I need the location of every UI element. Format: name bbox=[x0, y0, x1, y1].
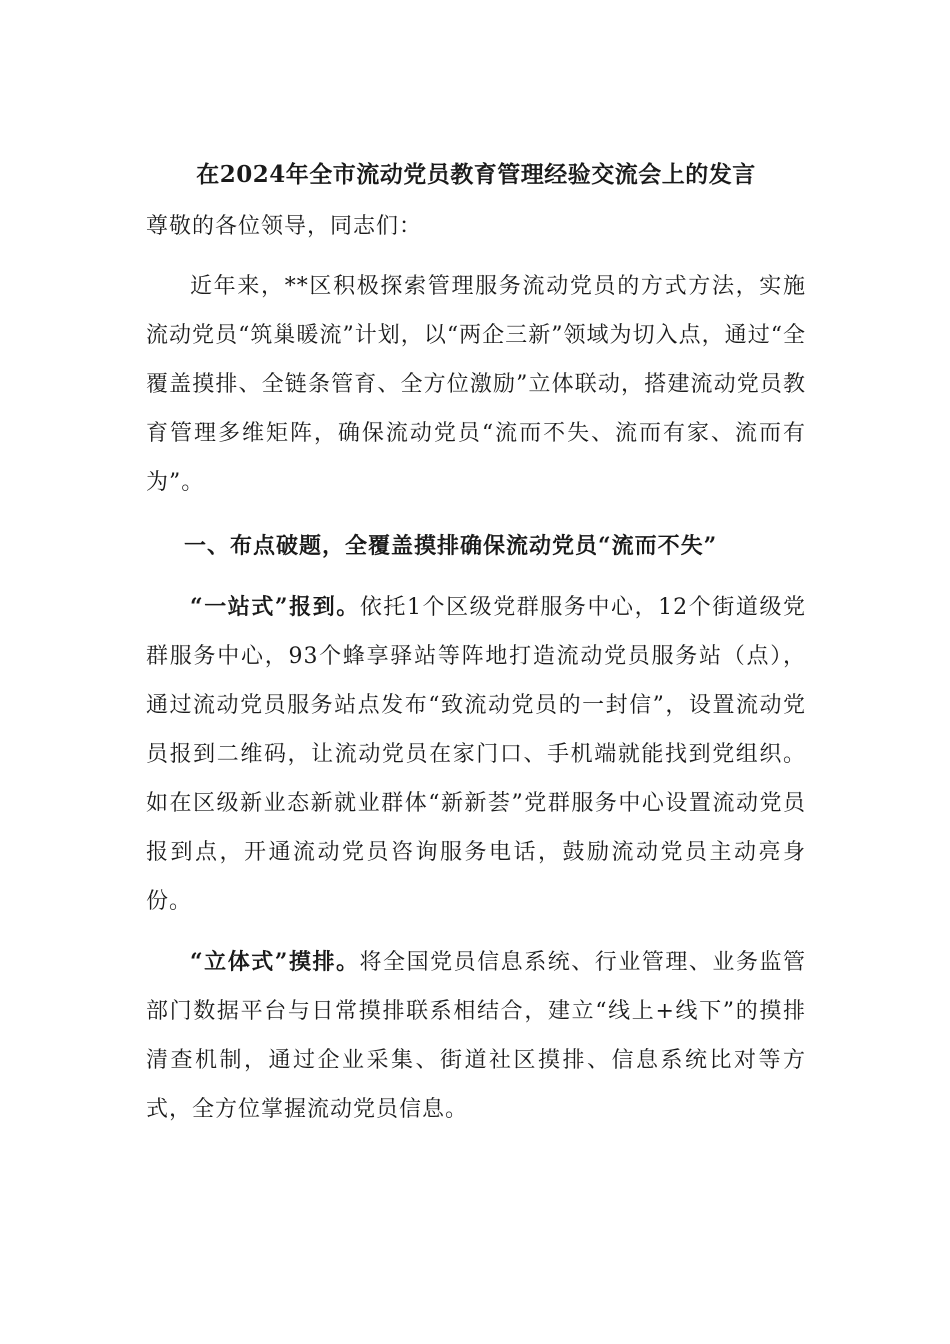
paragraph-text: 依托1个区级党群服务中心，12个街道级党群服务中心，93个蜂享驿站等阵地打造流动党员服务站（点），通过流动党员服务站点发布“致流动党员的一封信”，设置流动党员报到二维码，让流动党员在家门口、手机端就能找到党组织。如在区级新业态新就业群体“新新荟”党群服务中心设置流动党员报到点，开通流动党员咨询服务电话，鼓励流动党员主动亮身份。 bbox=[146, 595, 807, 914]
intro-paragraph: 近年来，**区积极探索管理服务流动党员的方式方法，实施流动党员“筑巢暖流”计划，以“两企三新”领域为切入点，通过“全覆盖摸排、全链条管育、全方位激励”立体联动，搭建流动党员教育管理多维矩阵，确保流动党员“流而不失、流而有家、流而有为”。 bbox=[146, 274, 806, 495]
document-body bbox=[146, 150, 806, 1134]
paragraph-one-stop-registration bbox=[146, 583, 806, 926]
document-title: 在2024年全市流动党员教育管理经验交流会上的发言 bbox=[196, 161, 756, 188]
paragraph-lead: “立体式”摸排。 bbox=[190, 949, 360, 975]
section-heading-1: 一、布点破题，全覆盖摸排确保流动党员“流而不失” bbox=[184, 533, 718, 559]
paragraph-3d-survey bbox=[146, 938, 806, 1134]
salutation: 尊敬的各位领导，同志们： bbox=[146, 214, 423, 239]
paragraph-lead: “一站式”报到。 bbox=[190, 594, 360, 620]
paragraph-text: 将全国党员信息系统、行业管理、业务监管部门数据平台与日常摸排联系相结合，建立“线上+线下”的摸排清查机制，通过企业采集、街道社区摸排、信息系统比对等方式，全方位掌握流动党员信息。 bbox=[146, 950, 806, 1122]
